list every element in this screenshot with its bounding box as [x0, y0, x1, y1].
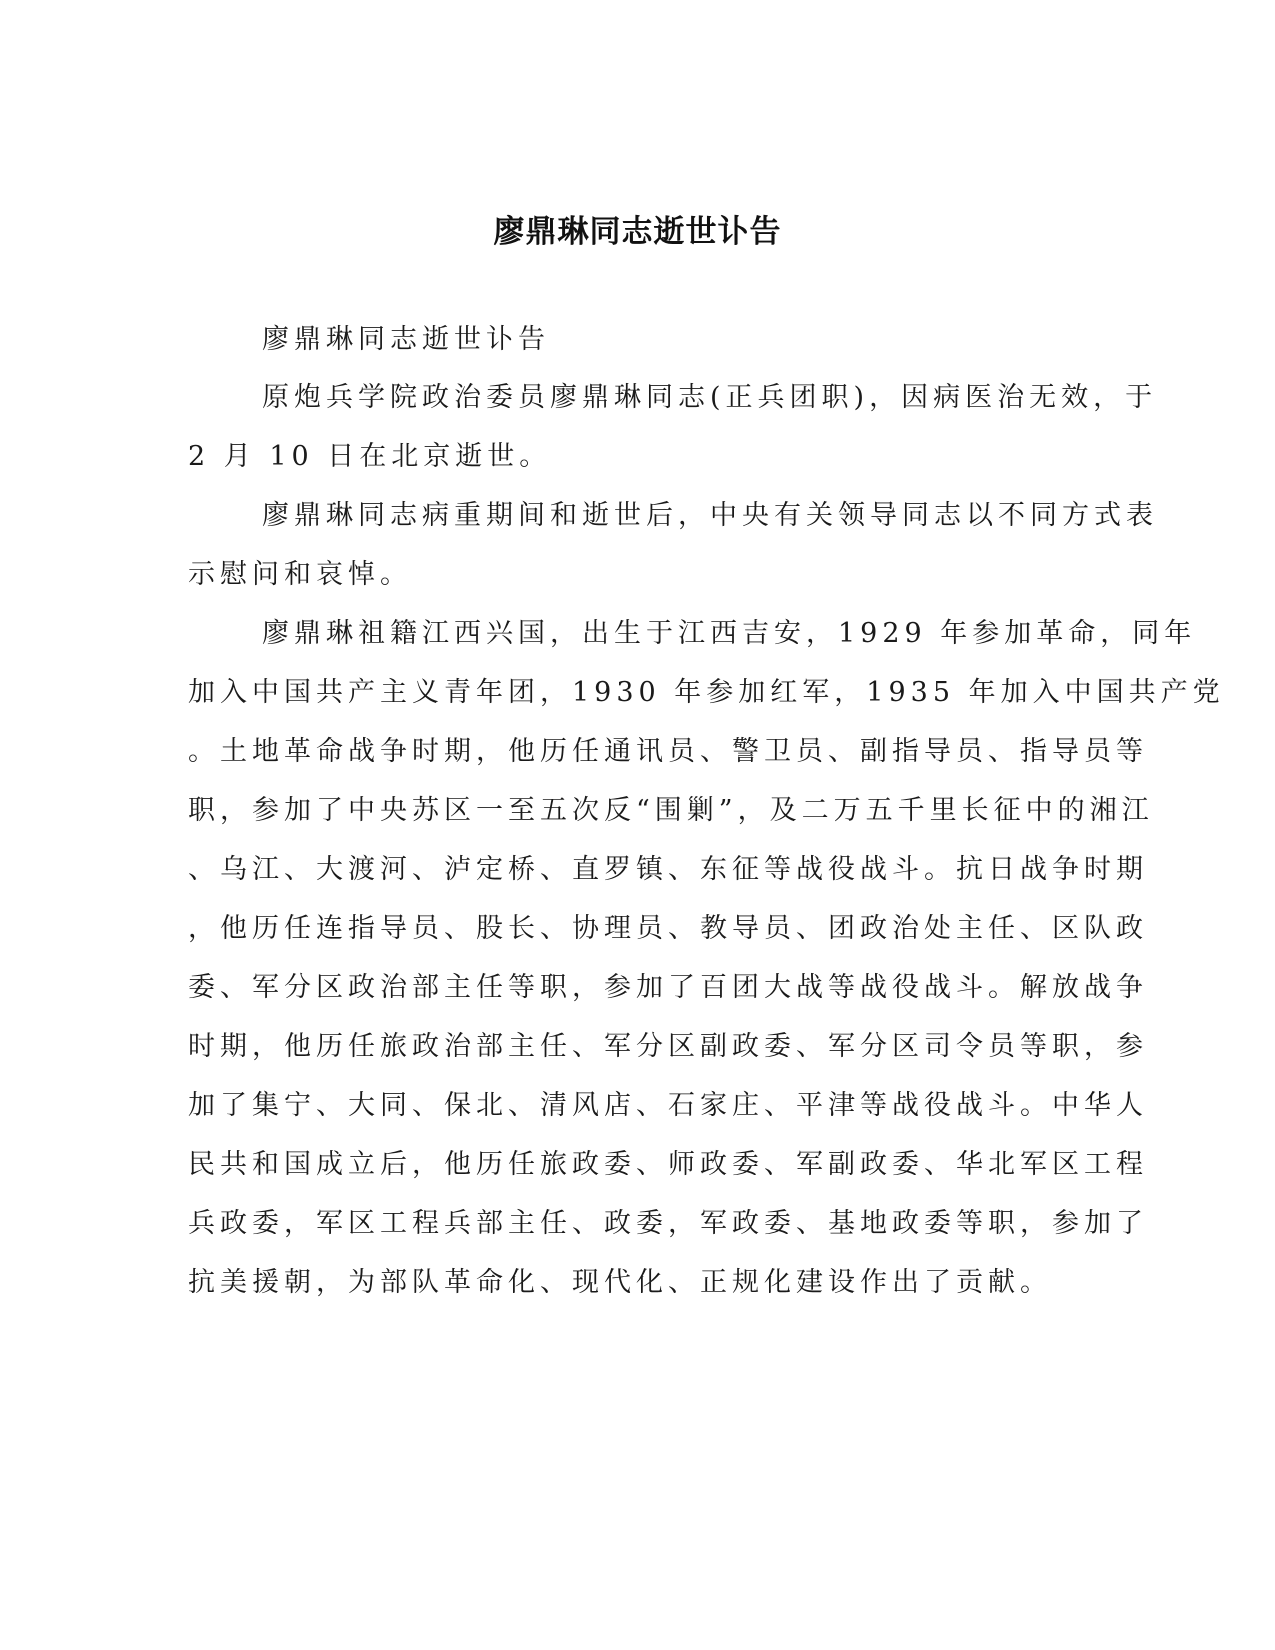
body-line: 原炮兵学院政治委员廖鼎琳同志(正兵团职)，因病医治无效，于: [262, 382, 1158, 413]
body-line: 委、军分区政治部主任等职，参加了百团大战等战役战斗。解放战争: [188, 972, 1148, 1003]
body-line: 、乌江、大渡河、泸定桥、直罗镇、东征等战役战斗。抗日战争时期: [188, 854, 1148, 885]
body-line: ，他历任连指导员、股长、协理员、教导员、团政治处主任、区队政: [188, 913, 1148, 944]
body-line: 时期，他历任旅政治部主任、军分区副政委、军分区司令员等职，参: [188, 1031, 1148, 1062]
body-line: 兵政委，军区工程兵部主任、政委，军政委、基地政委等职，参加了: [188, 1208, 1148, 1239]
body-line: 廖鼎琳同志病重期间和逝世后，中央有关领导同志以不同方式表: [262, 500, 1158, 531]
body-line: 加入中国共产主义青年团，1930 年参加红军，1935 年加入中国共产党: [188, 677, 1225, 708]
body-line: 示慰问和哀悼。: [188, 559, 412, 590]
body-line: 职，参加了中央苏区一至五次反“围剿”，及二万五千里长征中的湘江: [188, 795, 1154, 826]
body-line: 廖鼎琳祖籍江西兴国，出生于江西吉安，1929 年参加革命，同年: [262, 618, 1197, 649]
body-line: 抗美援朝，为部队革命化、现代化、正规化建设作出了贡献。: [188, 1267, 1052, 1298]
document-title: 廖鼎琳同志逝世讣告: [493, 214, 782, 250]
body-line: 民共和国成立后，他历任旅政委、师政委、军副政委、华北军区工程: [188, 1149, 1148, 1180]
body-line: 2 月 10 日在北京逝世。: [188, 441, 552, 472]
body-line-heading: 廖鼎琳同志逝世讣告: [262, 324, 550, 355]
body-line: 。土地革命战争时期，他历任通讯员、警卫员、副指导员、指导员等: [188, 736, 1148, 767]
body-line: 加了集宁、大同、保北、清风店、石家庄、平津等战役战斗。中华人: [188, 1090, 1148, 1121]
